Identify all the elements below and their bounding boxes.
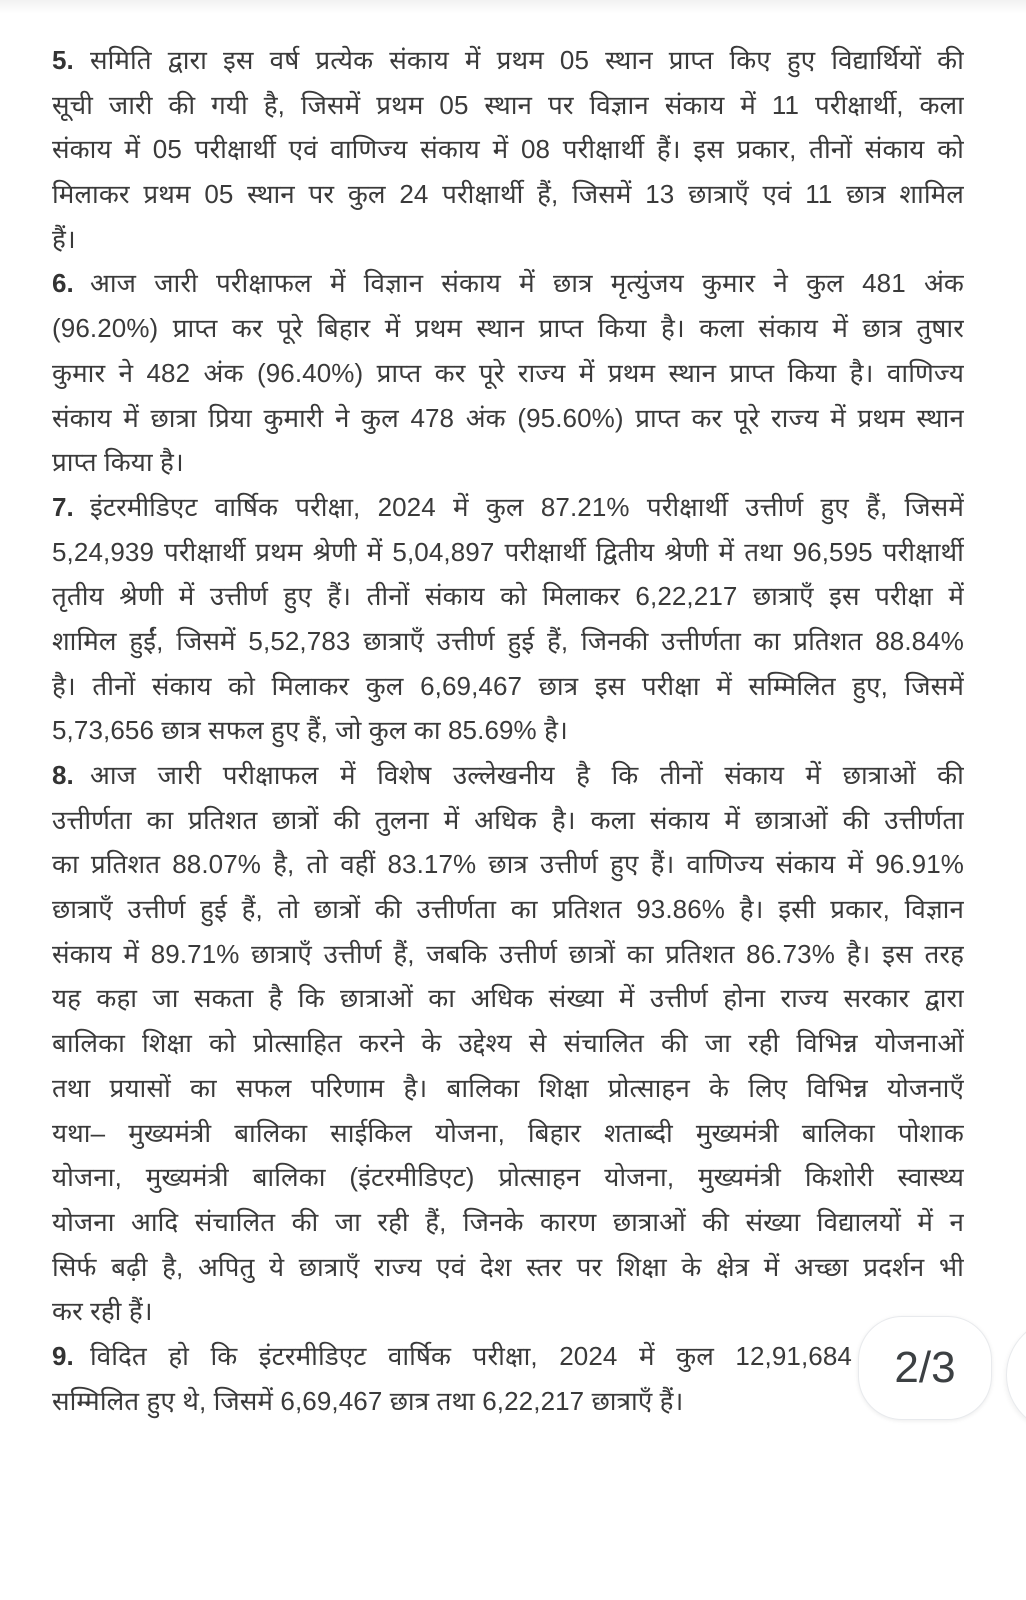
paragraph-5-line-2: सूची जारी की गयी है, जिसमें प्रथम 05 स्थान पर विज्ञान संकाय में 11 परीक्षार्थी, कला <box>52 89 964 120</box>
paragraph-8-line-10: योजना, मुख्यमंत्री बालिका (इंटरमीडिएट) प्रोत्साहन योजना, मुख्यमंत्री किशोरी स्वास्थ्य <box>52 1162 964 1193</box>
paragraph-8-line-4: छात्राएँ उत्तीर्ण हुई हैं, तो छात्रों की उत्तीर्णता का प्रतिशत 93.86% है। इसी प्रकार, विज्ञान <box>52 894 964 925</box>
paragraph-number: 8. <box>52 760 74 790</box>
paragraph-number: 9. <box>52 1340 74 1371</box>
paragraph-7-line-1 <box>52 485 964 530</box>
paragraph-number: 6. <box>52 268 74 299</box>
paragraph-8-line-11: योजना आदि संचालित की जा रही हैं, जिनके कारण छात्राओं की संख्या विद्यालयों में न <box>52 1206 964 1237</box>
paragraph-6-line-3: कुमार ने 482 अंक (96.40%) प्राप्त कर पूरे राज्य में प्रथम स्थान प्राप्त किया है। वाणिज्य <box>52 357 964 388</box>
paragraph-number: 7. <box>52 491 74 522</box>
paragraph-number: 5. <box>52 45 74 75</box>
paragraph-8-line-12: सिर्फ बढ़ी है, अपितु ये छात्राएँ राज्य एवं देश स्तर पर शिक्षा के क्षेत्र में अच्छा प्रदर्शन भी <box>52 1251 964 1282</box>
paragraph-8-line-7: बालिका शिक्षा को प्रोत्साहित करने के उद्देश्य से संचालित की जा रही विभिन्न योजनाओं <box>52 1028 964 1059</box>
paragraph-8-line-9: यथा– मुख्यमंत्री बालिका साईकिल योजना, बिहार शताब्दी मुख्यमंत्री बालिका पोशाक <box>52 1117 964 1148</box>
paragraph-8-line-5: संकाय में 89.71% छात्राएँ उत्तीर्ण हैं, जबकि उत्तीर्ण छात्रों का प्रतिशत 86.73% है। इस तरह <box>52 938 964 969</box>
paragraph-7-line-2: 5,24,939 परीक्षार्थी प्रथम श्रेणी में 5,04,897 परीक्षार्थी द्वितीय श्रेणी में तथा 96,595 परीक्षार्थी <box>52 536 964 567</box>
paragraph-9-line-2: सम्मिलित हुए थे, जिसमें 6,69,467 छात्र तथा 6,22,217 छात्राएँ हैं। <box>52 1385 684 1416</box>
paragraph-5-line-5: हैं। <box>52 223 76 254</box>
paragraph-5-line-1 <box>52 38 964 83</box>
document-page-text <box>52 38 964 1423</box>
page-indicator-label: 2/3 <box>894 1343 956 1392</box>
paragraph-8-line-13: कर रही हैं। <box>52 1296 153 1327</box>
paragraph-first-line-text: इंटरमीडिएट वार्षिक परीक्षा, 2024 में कुल 87.21% परीक्षार्थी उत्तीर्ण हुए हैं, जिसमें <box>90 491 964 522</box>
paragraph-first-line-text: आज जारी परीक्षाफल में विज्ञान संकाय में छात्र मृत्युंजय कुमार ने कुल 481 अंक <box>90 268 964 299</box>
scan-edge-shade <box>0 0 1026 14</box>
paragraph-5-line-4: मिलाकर प्रथम 05 स्थान पर कुल 24 परीक्षार्थी हैं, जिसमें 13 छात्राएँ एवं 11 छात्र शामिल <box>52 179 964 210</box>
paragraph-first-line-text: विदित हो कि इंटरमीडिएट वार्षिक परीक्षा, 2024 में कुल 12,91,684 <box>90 1340 852 1371</box>
paragraph-6-line-5: प्राप्त किया है। <box>52 447 184 478</box>
paragraph-7-line-5: है। तीनों संकाय को मिलाकर कुल 6,69,467 छात्र इस परीक्षा में सम्मिलित हुए, जिसमें <box>52 670 964 701</box>
paragraph-7-line-4: शामिल हुईं, जिसमें 5,52,783 छात्राएँ उत्तीर्ण हुई हैं, जिनकी उत्तीर्णता का प्रतिशत 88.84% <box>52 625 964 656</box>
paragraph-6-line-4: संकाय में छात्रा प्रिया कुमारी ने कुल 478 अंक (95.60%) प्राप्त कर पूरे राज्य में प्रथम स्थान <box>52 402 964 433</box>
paragraph-8-line-3: का प्रतिशत 88.07% है, तो वहीं 83.17% छात्र उत्तीर्ण हुए हैं। वाणिज्य संकाय में 96.91% <box>52 849 964 880</box>
page-indicator-badge <box>858 1316 992 1420</box>
paragraph-5-line-3: संकाय में 05 परीक्षार्थी एवं वाणिज्य संकाय में 08 परीक्षार्थी हैं। इस प्रकार, तीनों संकाय को <box>52 134 964 165</box>
paragraph-7-line-3: तृतीय श्रेणी में उत्तीर्ण हुए हैं। तीनों संकाय को मिलाकर 6,22,217 छात्राएँ इस परीक्षा में <box>52 581 964 612</box>
scroll-handle-partial[interactable] <box>1006 1318 1026 1432</box>
paragraph-7-line-6: 5,73,656 छात्र सफल हुए हैं, जो कुल का 85.69% है। <box>52 715 568 746</box>
paragraph-6-line-1 <box>52 261 964 306</box>
paragraph-8-line-1 <box>52 753 964 798</box>
paragraph-8-line-8: तथा प्रयासों का सफल परिणाम है। बालिका शिक्षा प्रोत्साहन के लिए विभिन्न योजनाएँ <box>52 1072 964 1103</box>
paragraph-first-line-text: समिति द्वारा इस वर्ष प्रत्येक संकाय में प्रथम 05 स्थान प्राप्त किए हुए विद्यार्थियों की <box>90 45 964 75</box>
paragraph-8-line-6: यह कहा जा सकता है कि छात्राओं का अधिक संख्या में उत्तीर्ण होना राज्य सरकार द्वारा <box>52 983 964 1014</box>
paragraph-8-line-2: उत्तीर्णता का प्रतिशत छात्रों की तुलना में अधिक है। कला संकाय में छात्राओं की उत्तीर्णता <box>52 804 964 835</box>
paragraph-9-line-1 <box>52 1334 852 1379</box>
paragraph-6-line-2: (96.20%) प्राप्त कर पूरे बिहार में प्रथम स्थान प्राप्त किया है। कला संकाय में छात्र तुषार <box>52 313 964 344</box>
paragraph-first-line-text: आज जारी परीक्षाफल में विशेष उल्लेखनीय है कि तीनों संकाय में छात्राओं की <box>90 760 964 790</box>
